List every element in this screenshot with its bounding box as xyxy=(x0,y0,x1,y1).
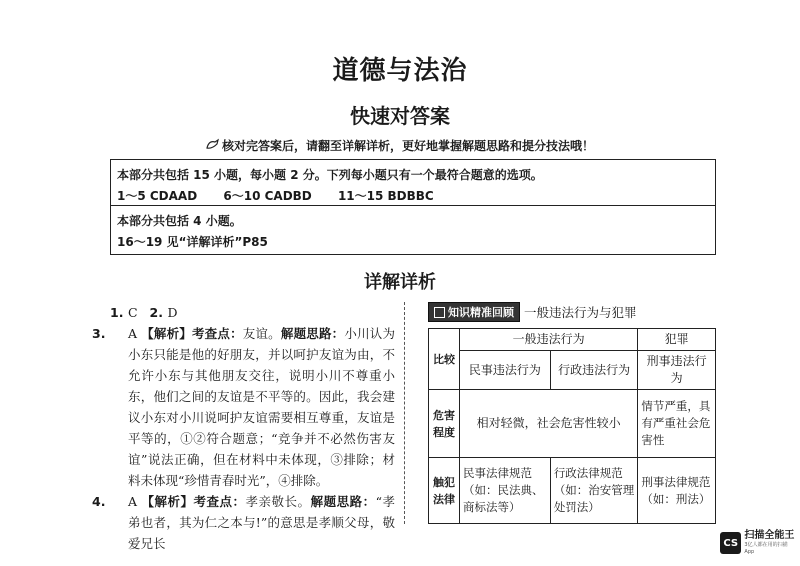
knowledge-header xyxy=(428,302,718,322)
answer: D xyxy=(167,305,178,320)
answer: A xyxy=(128,494,138,509)
section-title: 详解详析 xyxy=(364,272,436,293)
question-number: 1. xyxy=(110,305,124,320)
table-cell: 情节严重，具有严重社会危害性 xyxy=(638,390,716,458)
analysis-body: “孝弟也者，其为仁之本与!”的意思是孝顺父母，敬爱兄长 xyxy=(128,494,395,551)
table-header-cell: 刑事违法行为 xyxy=(638,351,716,390)
analysis-head: 解题思路： xyxy=(310,494,376,509)
page-title: 道德与法治 xyxy=(332,56,468,86)
open-ref: 16～19 见“详解详析”P85 xyxy=(117,235,268,249)
knowledge-column xyxy=(428,302,718,514)
table-row-header: 触犯法律 xyxy=(429,458,460,524)
table-header-cell: 一般违法行为 xyxy=(460,329,638,351)
tip-text: 核对完答案后，请翻至详解详析，更好地掌握解题思路和提分技法哦！ xyxy=(221,139,594,153)
scanner-title: 扫描全能王 xyxy=(744,530,795,541)
table-cell: 刑事法律规范（如：刑法） xyxy=(638,458,716,524)
page-subtitle: 快速对答案 xyxy=(350,104,450,128)
question-number: 4. xyxy=(92,494,106,509)
table-row xyxy=(429,351,716,390)
topic: 孝亲敬长。 xyxy=(245,494,311,509)
table-header-cell: 行政违法行为 xyxy=(550,351,638,390)
knowledge-topic: 一般违法行为与犯罪 xyxy=(524,305,637,320)
answer: C xyxy=(128,305,138,320)
knowledge-tag xyxy=(428,302,520,322)
question-number: 2. xyxy=(149,305,163,320)
analysis-head: 【解析】考查点： xyxy=(141,494,246,509)
table-cell: 相对轻微，社会危害性较小 xyxy=(460,390,638,458)
scanner-watermark xyxy=(720,528,796,558)
answer-box-open xyxy=(110,206,716,255)
analysis-body: 小川认为小东只能是他的好朋友，并以呵护友谊为由，不允许小东与其他朋友交往，说明小川不尊重小东，他们之间的友谊是不平等的。因此，我会建议小东对小川说呵护友谊需要相互尊重，友谊是平等的，①②符合题意；“竞争并不必然伤害友谊”说法正确，但在材料中未体现，③排除；材料未体现“珍惜青春时光”，④排除。 xyxy=(128,326,395,488)
tip-line xyxy=(0,137,800,154)
table-cell: 行政法律规范（如：治安管理处罚法） xyxy=(550,458,638,524)
knowledge-tag-label: 知识精准回顾 xyxy=(448,306,514,319)
open-intro: 本部分共包括 4 小题。 xyxy=(117,214,242,228)
question-1-2 xyxy=(110,302,395,323)
book-icon xyxy=(434,307,445,318)
pen-icon xyxy=(206,138,220,153)
choice-intro: 本部分共包括 15 小题，每小题 2 分。下列每小题只有一个最符合题意的选项。 xyxy=(117,168,543,182)
analysis-head: 解题思路： xyxy=(280,326,345,341)
answer-group: 6～10 CADBD xyxy=(223,189,312,203)
table-header-cell: 犯罪 xyxy=(638,329,716,351)
scanner-name xyxy=(744,530,796,556)
scanner-tagline: 3亿人都在用的扫描App xyxy=(744,542,788,555)
answer-group: 1～5 CDAAD xyxy=(117,189,198,203)
question-number: 3. xyxy=(92,326,106,341)
table-header-cell: 民事违法行为 xyxy=(460,351,551,390)
explanation-column xyxy=(92,302,395,551)
answer: A xyxy=(128,326,138,341)
column-divider xyxy=(404,302,405,524)
answer-box-choice xyxy=(110,159,716,206)
table-row xyxy=(429,458,716,524)
question-4 xyxy=(92,491,395,554)
comparison-table xyxy=(428,328,716,524)
table-row xyxy=(429,390,716,458)
table-header-cell: 比较 xyxy=(429,329,460,390)
table-row-header: 危害程度 xyxy=(429,390,460,458)
scanner-logo-icon: CS xyxy=(720,532,741,554)
table-row xyxy=(429,329,716,351)
answer-group: 11～15 BDBBC xyxy=(337,189,434,203)
topic: 友谊。 xyxy=(242,326,281,341)
question-3 xyxy=(92,323,395,491)
table-cell: 民事法律规范（如：民法典、商标法等） xyxy=(460,458,551,524)
analysis-head: 【解析】考查点： xyxy=(141,326,243,341)
choice-answers xyxy=(117,187,456,204)
